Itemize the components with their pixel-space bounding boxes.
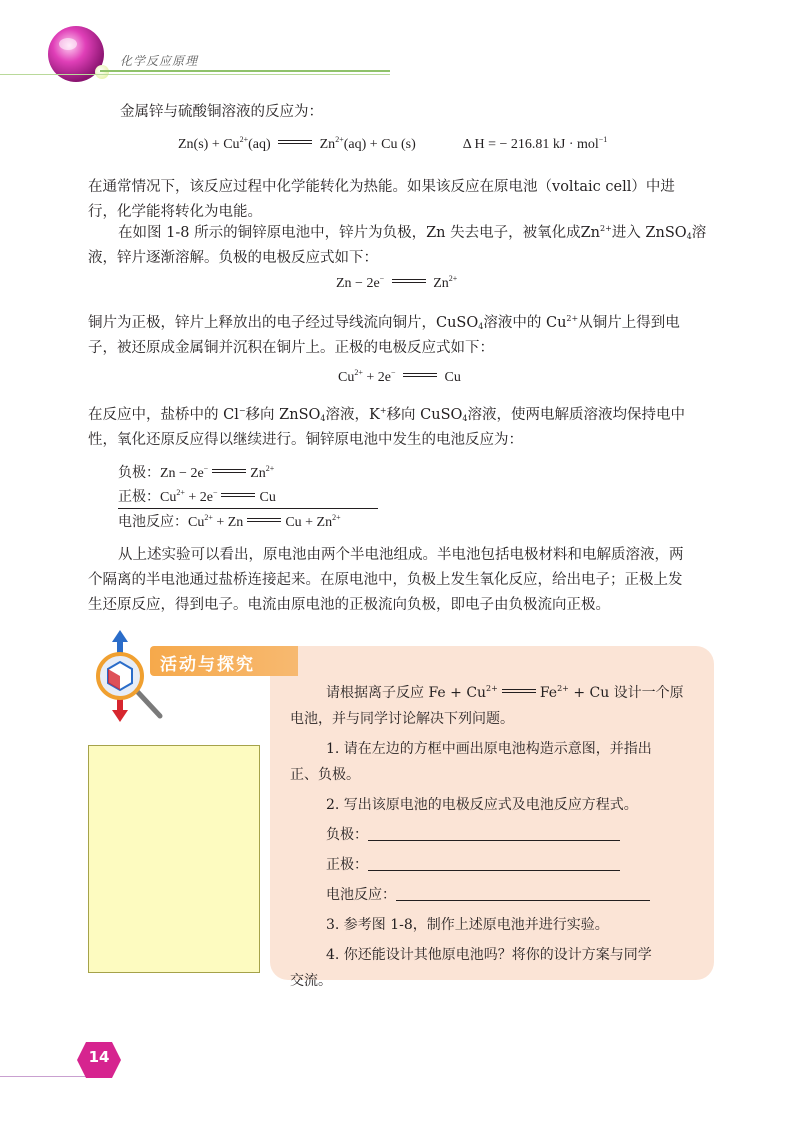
cell-answer-line[interactable] [396,884,650,901]
activity-title: 活动与探究 [160,655,255,675]
summary-negative: 负极：Zn − 2e− $Zn^{2+}$ [118,464,275,481]
chapter-title: 化学反应原理 [120,54,199,68]
paragraph-1: 在通常情况下，该反应过程中化学能转化为热能。如果该反应在原电池（voltaic cell）中进 行，化学能将转化为电能。 [88,179,675,220]
summary-cell: 电池反应：$Cu^{2+} + Zn$ $Cu + Zn^{2+}$ [118,513,341,530]
equation-zn-cu: $Zn(s) + Cu^{2+}(aq) Zn^{2+}(aq) + Cu$ (s) Δ H = − 216.81 kJ · mol$^{-1}$ [178,135,608,152]
header-rule-thin [0,74,390,75]
question-4: 4. 你还能设计其他原电池吗？将你的设计方案与同学 [326,947,652,963]
activity-intro: 请根据离子反应 $Fe + Cu^{2+}$ $Fe^{2+} + Cu$ 设计一个原 [326,684,684,701]
paragraph-4: 在反应中，盐桥中的 Cl−移向 ZnSO$_4$溶液，K+移向 CuSO$_4$溶液，使两电解质溶液均保持电中 性，氧化还原反应得以继续进行。铜锌原电池中发生的电池反应为： [88,406,685,448]
magnifier-icon [88,628,168,724]
chapter-orb-icon [40,22,120,90]
header-rule [100,70,390,72]
negative-answer-row: 负极： [290,820,700,850]
paragraph-3: 铜片为正极，锌片上释放出的电子经过导线流向铜片，CuSO$_4$溶液中的 $Cu^{2+}$从铜片上得到电 子，被还原成金属铜并沉积在铜片上。正极的电极反应式如下： [88,314,680,356]
paragraph-5: 从上述实验可以看出，原电池由两个半电池组成。半电池包括电极材料和电解质溶液，两 个隔离的半电池通过盐桥连接起来。在原电池中，负极上发生氧化反应，给出电子；正极上发 生还原反应，得到电子。电流由原电池的正极流向负极，即电子由负极流向正极。 [88,547,684,613]
cell-answer-row: 电池反应： [290,880,700,910]
positive-answer-line[interactable] [368,854,620,871]
positive-answer-row: 正极： [290,850,700,880]
summary-positive: 正极：$Cu^{2+} + 2e^-$ Cu [118,486,378,509]
paragraph-2: 在如图 1-8 所示的铜锌原电池中，锌片为负极，Zn 失去电子，被氧化成$Zn^{2+}$进入 ZnSO$_4$溶 液，锌片逐渐溶解。负极的电极反应式如下： [88,224,707,266]
equation-negative-electrode: Zn − 2e− $Zn^{2+}$ [336,274,458,291]
equation-positive-electrode: $Cu^{2+} + 2e^-$ Cu [338,368,461,385]
intro-text: 金属锌与硫酸铜溶液的反应为： [120,104,323,120]
question-2: 2. 写出该原电池的电极反应式及电池反应方程式。 [326,797,638,813]
question-3: 3. 参考图 1-8，制作上述原电池并进行实验。 [326,917,609,933]
negative-answer-line[interactable] [368,824,620,841]
question-1: 1. 请在左边的方框中画出原电池构造示意图，并指出 [326,741,652,757]
summary-equations [118,462,378,535]
page-number: 14 [88,1048,110,1066]
drawing-area-box[interactable] [88,745,260,973]
activity-content: 请根据离子反应 $Fe + Cu^{2+}$ $Fe^{2+} + Cu$ 设计一个原 电池，并与同学讨论解决下列问题。 1. 请在左边的方框中画出原电池构造示意图，并指出 正、负极。 2. 写出该原电池的电极反应式及电池反应方程式。 负极： 正极： 电池反应： 3. 参考图 1-8，制作上述原电池并进行实验。 4. 你还能设计其他原电池吗？将你的设计方案与同学 交流。 [290,678,700,996]
